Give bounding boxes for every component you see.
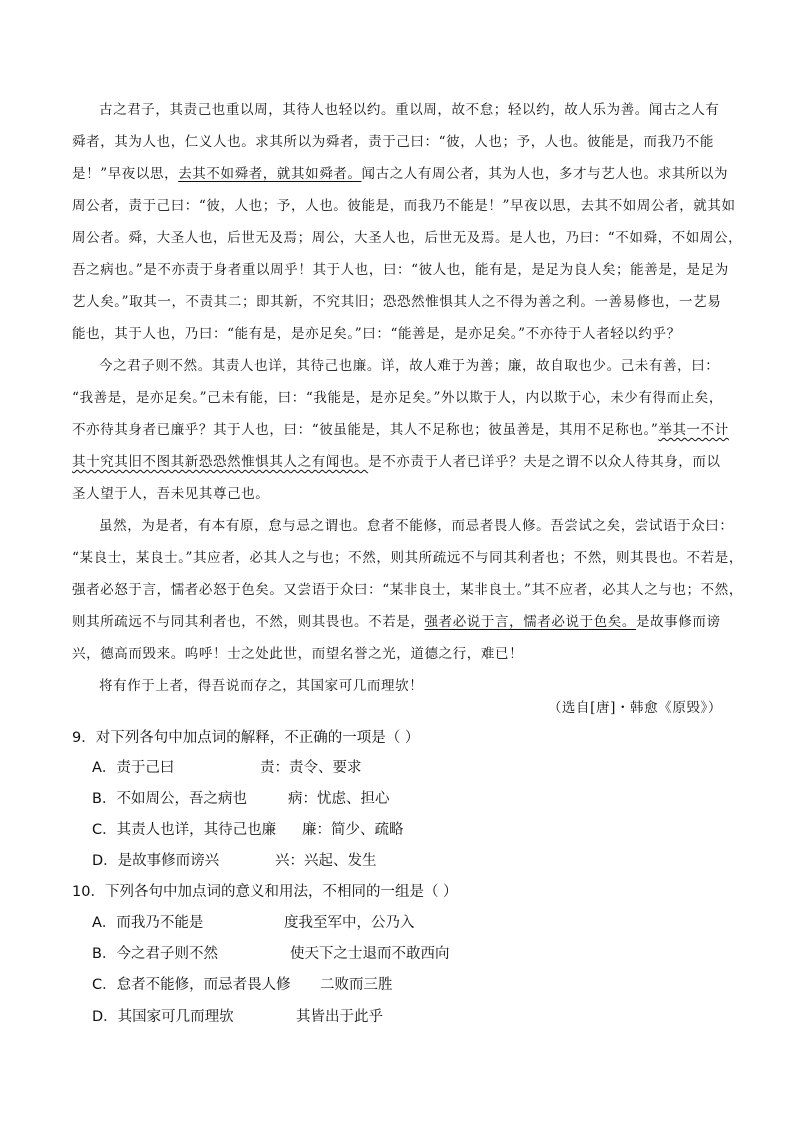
classical-passage [72, 0, 743, 700]
option-gloss: 二败而三胜 [320, 977, 393, 993]
passage-segment: 不亦待其身者已廉乎？其于人也，曰：“彼虽能是，其人不足称也；彼虽善是，其用不足称也。” [72, 422, 659, 438]
passage-line: 能也，其于人也，乃曰：“能有是，是亦足矣。”曰：“能善是，是亦足矣。”不亦待于人者轻以约乎？ [72, 326, 681, 342]
question-10-stem: 10．下列各句中加点词的意义和用法，不相同的一组是（ ） [72, 884, 458, 900]
option-text: B．不如周公，吾之病也 [92, 791, 247, 807]
option-text: C．怠者不能修，而忌者畏人修 [92, 977, 291, 993]
question-10-option-a [92, 913, 415, 933]
option-gloss: 责：责令、要求 [260, 760, 362, 776]
option-gloss: 其皆出于此乎 [296, 1009, 383, 1025]
passage-line: 今之君子则不然。其责人也详，其待己也廉。详，故人难于为善；廉，故自取也少。己未有善，曰： [99, 358, 720, 374]
passage-line: 圣人望于人，吾未见其尊己也。 [72, 486, 270, 502]
passage-line: 周公者，责于己曰：“彼，人也；予，人也。彼能是，而我乃不能是！”早夜以思，去其不如周公者，就其如 [72, 198, 736, 214]
passage-source: （选自[唐]・韩愈《原毁》） [547, 700, 722, 716]
passage-line: 古之君子，其责己也重以周，其待人也轻以约。重以周，故不怠；轻以约，故人乐为善。闻古之人有 [99, 102, 720, 118]
passage-line: 吾之病也。”是不亦责于身者重以周乎！其于人也，曰：“彼人也，能有是，是足为良人矣；能善是，是足为 [72, 262, 729, 278]
option-gloss: 度我至军中，公乃入 [284, 915, 415, 931]
passage-line: “我善是，是亦足矣。”己未有能，曰：“我能是，是亦足矣。”外以欺于人，内以欺于心，未少有得而止矣， [72, 390, 724, 406]
question-10-option-d [92, 1007, 383, 1027]
passage-line: 虽然，为是者，有本有原，怠与忌之谓也。怠者不能修，而忌者畏人修。吾尝试之矣，尝试语于众曰： [99, 518, 734, 534]
option-gloss: 使天下之士退而不敢西向 [290, 946, 450, 962]
passage-segment: 去其不如舜者，就其如舜者。 [178, 166, 362, 182]
passage-segment: 其十究其旧不图其新恐恐然惟惧其人之有闻也。 [72, 454, 369, 470]
option-gloss: 廉：简少、疏略 [302, 822, 404, 838]
option-text: C．其责人也详，其待己也廉 [92, 822, 277, 838]
question-9-option-c [92, 820, 404, 840]
passage-line-underlined [72, 452, 722, 472]
passage-line-underlined [72, 612, 722, 632]
passage-segment: 则其所疏远不与同其利者也，不然，则其畏也。不若是， [72, 614, 425, 630]
passage-line-underlined [72, 164, 729, 184]
question-9-stem: 9．对下列各句中加点词的解释，不正确的一项是（ ） [72, 730, 420, 746]
passage-line: 兴，德高而毁来。呜呼！士之处此世，而望名誉之光，道德之行，难已！ [72, 646, 524, 662]
passage-segment: 闻古之人有周公者，其为人也，多才与艺人也。求其所以为 [361, 166, 729, 182]
passage-segment: 强者必说于言，懦者必说于色矣。 [424, 614, 636, 630]
passage-line: 艺人矣。”取其一，不责其二；即其新，不究其旧；恐恐然惟惧其人之不得为善之利。一善易修也，一艺易 [72, 294, 722, 310]
option-gloss: 病：忧虑、担心 [288, 791, 390, 807]
option-text: D．其国家可几而理欤 [92, 1009, 234, 1025]
passage-line: 强者必怒于言，懦者必怒于色矣。又尝语于众曰：“某非良士，某非良士。”其不应者，必其人之与也；不然， [72, 582, 743, 598]
passage-line: 周公者。舜，大圣人也，后世无及焉；周公，大圣人也，后世无及焉。是人也，乃曰：“不如舜，不如周公， [72, 230, 743, 246]
passage-segment: 是！”早夜以思， [72, 166, 179, 182]
option-text: A．责于己曰 [92, 760, 175, 776]
option-gloss: 兴：兴起、发生 [275, 853, 377, 869]
passage-line: 舜者，其为人也，仁义人也。求其所以为舜者，责于己曰：“彼，人也；予，人也。彼能是，而我乃不能 [72, 134, 714, 150]
passage-segment: 举其一不计 [658, 422, 729, 438]
question-9-option-b [92, 789, 390, 809]
passage-line: “某良士，某良士。”其应者，必其人之与也；不然，则其所疏远不与同其利者也；不然，则其畏也。不若是， [72, 550, 743, 566]
passage-line-underlined [72, 420, 729, 440]
option-text: D．是故事修而谤兴 [92, 853, 220, 869]
passage-line: 将有作于上者，得吾说而存之，其国家可几而理欤！ [99, 678, 424, 694]
question-9-option-d [92, 851, 377, 871]
option-text: B．今之君子则不然 [92, 946, 218, 962]
passage-segment: 是不亦责于人者已详乎？夫是之谓不以众人待其身，而以 [368, 454, 721, 470]
option-text: A．而我乃不能是 [92, 915, 204, 931]
question-10-option-b [92, 944, 450, 964]
passage-segment: 是故事修而谤 [636, 614, 721, 630]
question-10-option-c [92, 975, 393, 995]
question-9-option-a [92, 758, 362, 778]
